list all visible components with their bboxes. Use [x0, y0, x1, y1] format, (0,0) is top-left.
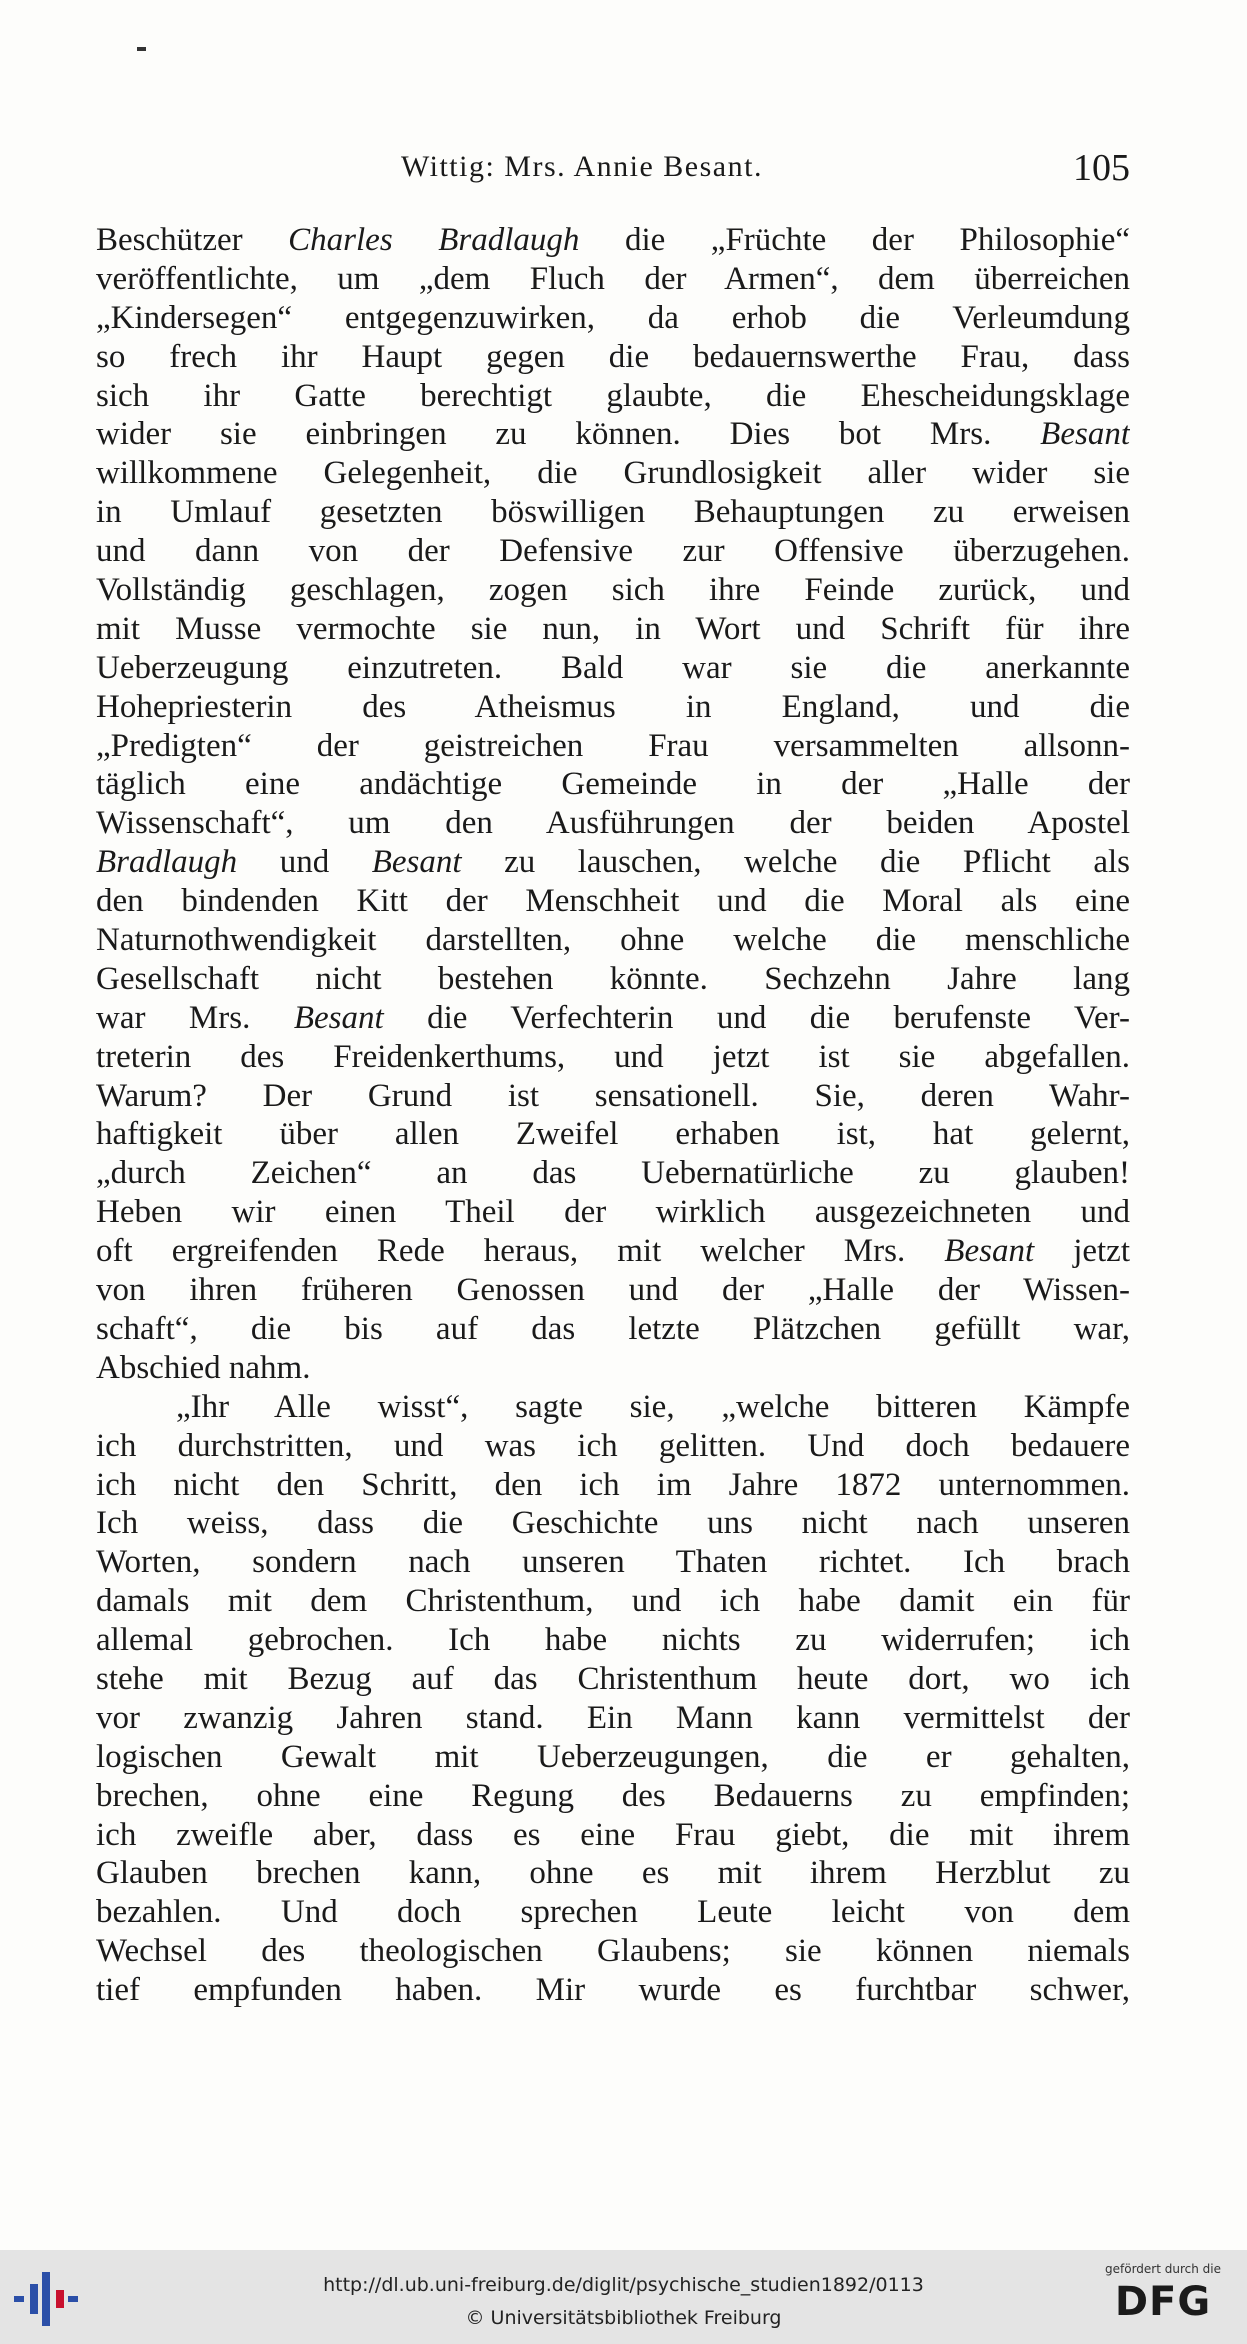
text-line — [96, 415, 1130, 454]
running-head — [96, 147, 1130, 190]
text-run: „Ihr Alle wisst“, sagte sie, „welche bitteren Kämpfe — [176, 1388, 1130, 1425]
text-line — [96, 688, 1130, 727]
text-run: tief empfunden haben. Mir wurde es furchtbar schwer, — [96, 1972, 1130, 2009]
text-run: Wechsel des theologischen Glaubens; sie können niemals — [96, 1933, 1130, 1970]
text-run: willkommene Gelegenheit, die Grundlosigkeit aller wider sie — [96, 455, 1130, 492]
text-run: sich ihr Gatte berechtigt glaubte, die Ehescheidungsklage — [96, 377, 1130, 414]
text-run: die „Früchte der Philosophie“ — [579, 222, 1130, 258]
funder-badge[interactable] — [1093, 2262, 1233, 2338]
text-run: „Predigten“ der geistreichen Frau versammelten allsonn- — [96, 727, 1130, 764]
italic-name: Charles Bradlaugh — [288, 222, 580, 258]
text-line — [96, 1115, 1130, 1154]
italic-name: Bradlaugh — [96, 844, 238, 881]
text-run: und dann von der Defensive zur Offensive überzugehen. — [96, 533, 1130, 570]
text-run: ich zweifle aber, dass es eine Frau giebt, die mit ihrem — [96, 1816, 1130, 1853]
text-run: wider sie einbringen zu können. Dies bot Mrs. — [96, 416, 1041, 453]
text-line — [96, 1388, 1130, 1427]
scan-speck — [137, 47, 146, 51]
page-number: 105 — [1073, 147, 1130, 189]
text-line — [96, 532, 1130, 571]
text-run: vor zwanzig Jahren stand. Ein Mann kann vermittelst der — [96, 1699, 1130, 1736]
text-run: Heben wir einen Theil der wirklich ausgezeichneten und — [96, 1194, 1130, 1231]
italic-name: Besant — [944, 1233, 1035, 1270]
text-line — [96, 377, 1130, 416]
text-run: den bindenden Kitt der Menschheit und die Moral als eine — [96, 883, 1130, 920]
text-line — [96, 649, 1130, 688]
text-run: „durch Zeichen“ an das Uebernatürliche zu glauben! — [96, 1155, 1130, 1192]
text-line — [96, 960, 1130, 999]
text-run: oft ergreifenden Rede heraus, mit welcher Mrs. — [96, 1233, 945, 1270]
text-run: Glauben brechen kann, ohne es mit ihrem Herzblut zu — [96, 1855, 1130, 1892]
source-url[interactable]: http://dl.ub.uni-freiburg.de/diglit/psychische_studien1892/0113 — [323, 2274, 924, 2296]
text-line — [96, 493, 1130, 532]
text-line — [96, 1893, 1130, 1932]
text-line — [96, 1971, 1130, 2010]
text-run: bezahlen. Und doch sprechen Leute leicht von dem — [96, 1894, 1130, 1931]
text-run: treterin des Freidenkerthums, und jetzt ist sie abgefallen. — [96, 1038, 1130, 1075]
text-line — [96, 921, 1130, 960]
text-line — [96, 1777, 1130, 1816]
text-line — [96, 1699, 1130, 1738]
text-line — [96, 1310, 1130, 1349]
text-line — [96, 1077, 1130, 1116]
text-run: ich durchstritten, und was ich gelitten. Und doch bedauere — [96, 1427, 1130, 1464]
text-run: die Verfechterin und die berufenste Ver- — [383, 999, 1130, 1036]
text-line — [96, 260, 1130, 299]
text-line — [96, 1543, 1130, 1582]
text-run: damals mit dem Christenthum, und ich habe damit ein für — [96, 1583, 1130, 1620]
text-run: stehe mit Bezug auf das Christenthum heute dort, wo ich — [96, 1660, 1130, 1697]
text-line — [96, 1932, 1130, 1971]
text-line — [96, 1232, 1130, 1271]
copyright-notice: © Universitätsbibliothek Freiburg — [465, 2307, 782, 2329]
text-line — [96, 299, 1130, 338]
text-line — [96, 1816, 1130, 1855]
text-run: Naturnothwendigkeit darstellten, ohne welche die menschliche — [96, 922, 1130, 959]
text-run: Vollständig geschlagen, zogen sich ihre Feinde zurück, und — [96, 572, 1130, 609]
text-run: von ihren früheren Genossen und der „Halle der Wissen- — [96, 1272, 1130, 1309]
text-line — [96, 843, 1130, 882]
funder-note: gefördert durch die — [1105, 2262, 1221, 2276]
text-line — [96, 454, 1130, 493]
text-line — [96, 1193, 1130, 1232]
text-run: täglich eine andächtige Gemeinde in der „Halle der — [96, 766, 1130, 803]
text-run: „Kindersegen“ entgegenzuwirken, da erhob die Verleumdung — [96, 299, 1130, 336]
text-run: Beschützer — [96, 222, 289, 258]
text-run: so frech ihr Haupt gegen die bedauernswerthe Frau, dass — [96, 338, 1130, 375]
text-line — [96, 338, 1130, 377]
text-line — [96, 1660, 1130, 1699]
text-line — [96, 571, 1130, 610]
text-run: war Mrs. — [96, 999, 294, 1036]
text-line — [96, 882, 1130, 921]
text-run: Abschied nahm. — [96, 1349, 311, 1386]
text-run: logischen Gewalt mit Ueberzeugungen, die er gehalten, — [96, 1738, 1130, 1775]
text-run: brechen, ohne eine Regung des Bedauerns zu empfinden; — [96, 1777, 1130, 1814]
text-line — [96, 1504, 1130, 1543]
running-title: Wittig: Mrs. Annie Besant. — [401, 150, 763, 183]
text-run: Hohepriesterin des Atheismus in England, und die — [96, 688, 1130, 725]
text-run: Ich weiss, dass die Geschichte uns nicht nach unseren — [96, 1505, 1130, 1542]
text-line — [96, 1038, 1130, 1077]
text-line — [96, 1427, 1130, 1466]
text-line — [96, 765, 1130, 804]
italic-name: Besant — [371, 844, 462, 881]
text-run: jetzt — [1034, 1233, 1130, 1270]
text-line — [96, 1466, 1130, 1505]
text-run: schaft“, die bis auf das letzte Plätzchen gefüllt war, — [96, 1310, 1130, 1347]
text-run: haftigkeit über allen Zweifel erhaben ist, hat gelernt, — [96, 1116, 1130, 1153]
text-line — [96, 1154, 1130, 1193]
text-line — [96, 610, 1130, 649]
text-run: in Umlauf gesetzten böswilligen Behauptungen zu erweisen — [96, 494, 1130, 531]
text-line — [96, 804, 1130, 843]
text-run: Gesellschaft nicht bestehen könnte. Sechzehn Jahre lang — [96, 960, 1130, 997]
text-line — [96, 1621, 1130, 1660]
text-line — [96, 1271, 1130, 1310]
text-run: Warum? Der Grund ist sensationell. Sie, deren Wahr- — [96, 1077, 1130, 1114]
text-line — [96, 1349, 1130, 1388]
text-run: allemal gebrochen. Ich habe nichts zu widerrufen; ich — [96, 1622, 1130, 1659]
text-run: Ueberzeugung einzutreten. Bald war sie die anerkannte — [96, 649, 1130, 686]
italic-name: Besant — [1040, 416, 1130, 453]
text-line — [96, 727, 1130, 766]
body-text — [96, 221, 1130, 2010]
italic-name: Besant — [293, 999, 384, 1036]
text-line — [96, 999, 1130, 1038]
text-run: und — [237, 844, 372, 881]
text-line — [96, 221, 1130, 260]
text-line — [96, 1582, 1130, 1621]
text-line — [96, 1738, 1130, 1777]
dfg-logo: DFG — [1114, 2279, 1212, 2325]
viewer-footer — [0, 2250, 1247, 2344]
text-run: ich nicht den Schritt, den ich im Jahre 1872 unternommen. — [96, 1466, 1130, 1503]
text-run: Wissenschaft“, um den Ausführungen der beiden Apostel — [96, 805, 1130, 842]
text-run: veröffentlichte, um „dem Fluch der Armen“, dem überreichen — [96, 260, 1130, 297]
text-run: zu lauschen, welche die Pflicht als — [461, 844, 1130, 881]
text-run: Worten, sondern nach unseren Thaten richtet. Ich brach — [96, 1544, 1130, 1581]
text-run: mit Musse vermochte sie nun, in Wort und Schrift für ihre — [96, 610, 1130, 647]
text-line — [96, 1854, 1130, 1893]
